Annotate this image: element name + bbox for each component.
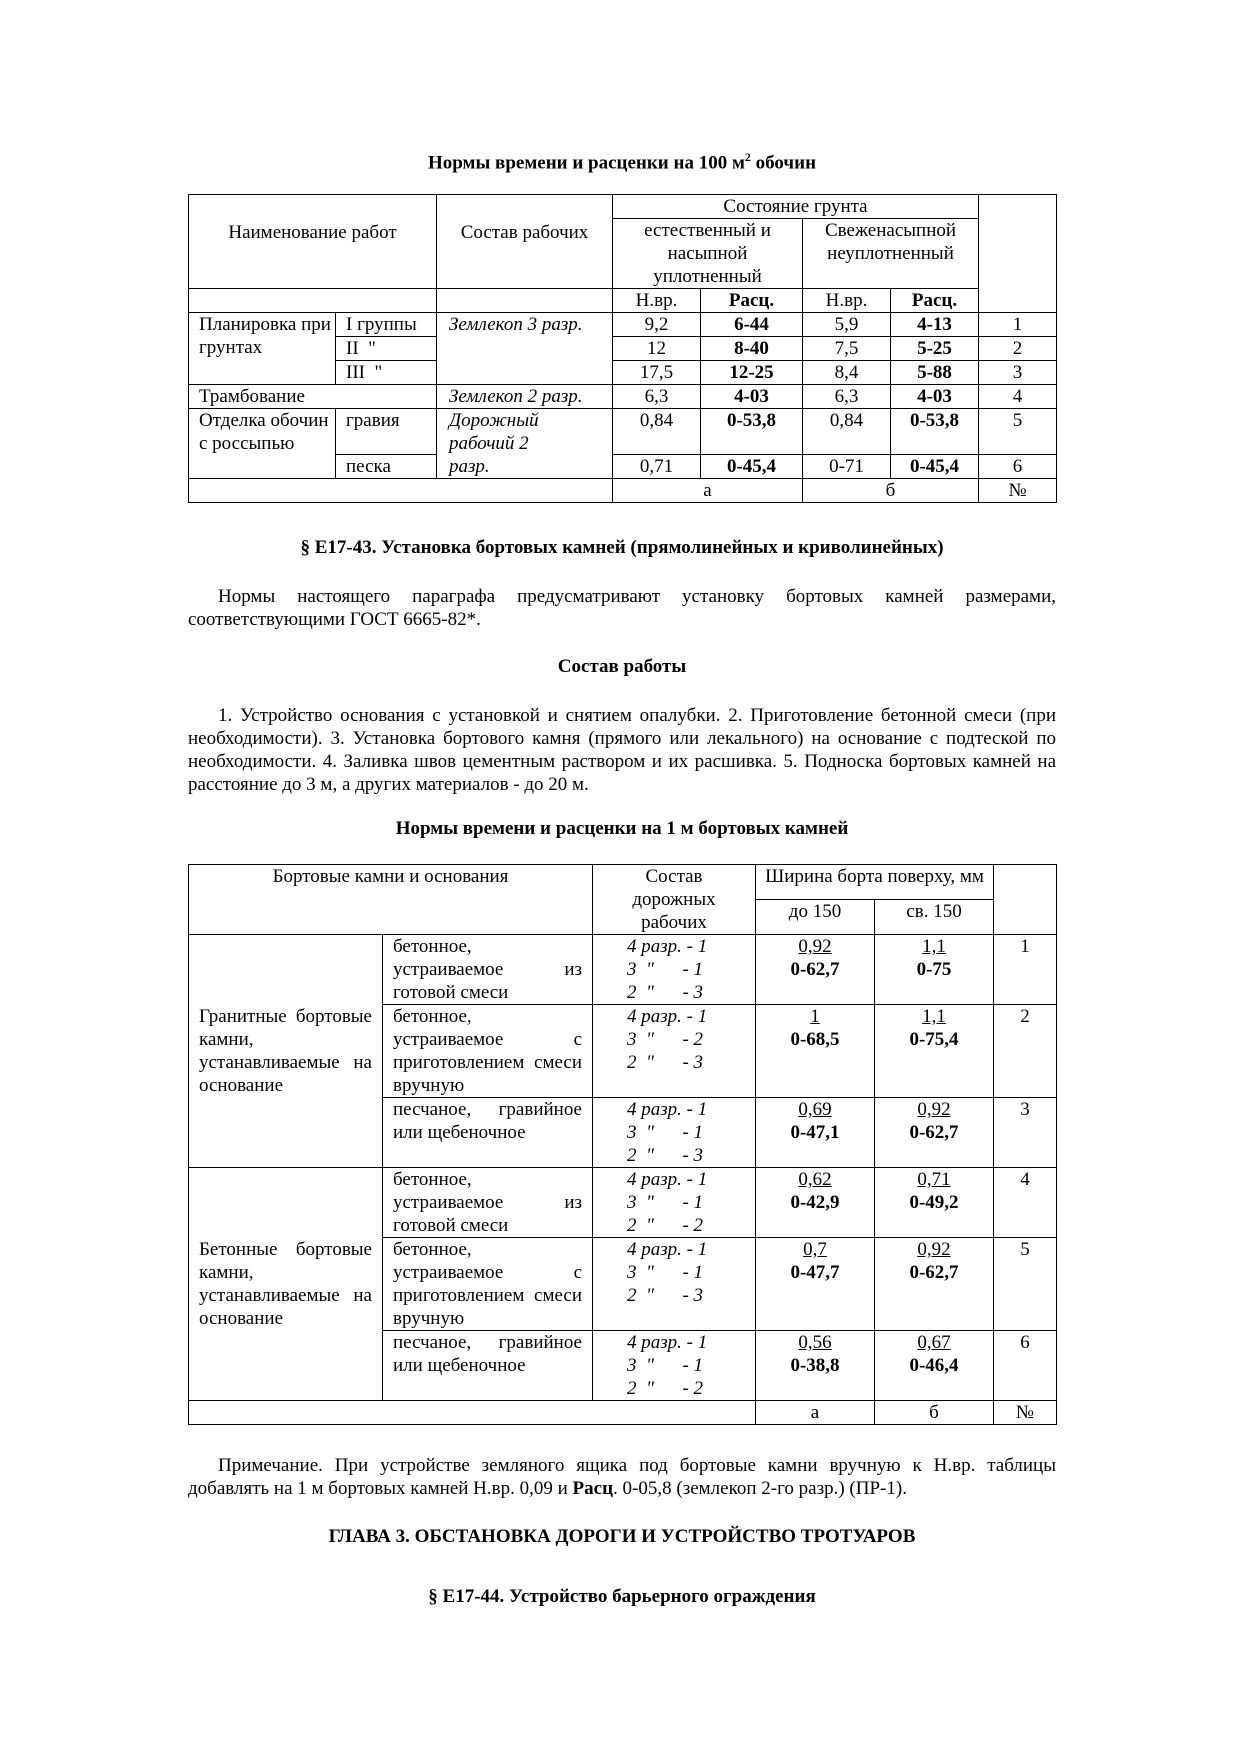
t2-r4-num: 4 [994,1168,1057,1238]
t2-r2-num: 2 [994,1005,1057,1098]
t2-r2-crew-3: 2 " - 3 [627,1052,704,1073]
t2-granite-label: Гранитные бортовые камни, устанавливаемые на основание [189,935,383,1168]
t1-r1-rasc-b: 4-13 [891,313,979,337]
t2-r2-rasc1: 0-68,5 [790,1029,840,1050]
t2-h-stones: Бортовые камни и основания [189,865,593,935]
t2-r1-crew-3: 2 " - 3 [627,982,704,1003]
t2-r4-w1 [756,1168,875,1238]
work-composition-title: Состав работы [557,656,687,677]
t1-r6-nvr-a: 0,71 [613,455,701,479]
t2-r1-nvr2: 1,1 [922,936,946,957]
t1-r2-rasc-b: 5-25 [891,337,979,361]
t2-r3-crew [593,1098,756,1168]
t1-h-fresh: Свеженасыпной неуплотненный [803,219,979,289]
t2-footer-b: б [875,1401,994,1425]
t2-r3-rasc1: 0-47,1 [790,1122,840,1143]
t2-r4-w2 [875,1168,994,1238]
t2-r6-rasc1: 0-38,8 [790,1355,840,1376]
t2-r1-w2 [875,935,994,1005]
t2-r1-num: 1 [994,935,1057,1005]
section-e17-43-para: Нормы настоящего параграфа предусматривают установку бортовых камней размерами, соответствующими ГОСТ 6665-82*. [188,586,1056,630]
t2-r5-nvr2: 0,92 [917,1239,951,1260]
t2-r2-nvr1: 1 [810,1006,820,1027]
t2-r3-w1 [756,1098,875,1168]
t2-r4-crew [593,1168,756,1238]
table2-note [188,1454,1056,1500]
table1-footer-row [189,479,1057,503]
t2-base-hand-2: бетонное, устраиваемое с приготовлением смеси вручную [383,1238,593,1331]
t1-footer-b: б [803,479,979,503]
t1-r6-rasc-a: 0-45,4 [701,455,803,479]
t2-footer-num: № [994,1401,1057,1425]
t2-r2-rasc2: 0-75,4 [909,1029,959,1050]
note-text: Примечание. При устройстве земляного ящика под бортовые камни вручную к Н.вр. таблицы добавлять на 1 м бортовых камней Н.вр. 0,09 и [188,1455,1056,1499]
t1-r2-nvr-a: 12 [613,337,701,361]
work-composition-text: 1. Устройство основания с установкой и снятием опалубки. 2. Приготовление бетонной смеси (при необходимости). 3. Установка бортового камня (прямого или лекального) на основание с подтеской по необходимости. 4. Заливка швов цементным раствором и их расшивка. 5. Подноска бортовых камней на расстояние до 3 м, а других материалов - до 20 м. [188,705,1056,795]
table1-title-text: Нормы времени и расценки на 100 м [427,152,745,174]
t2-base-hand-1: бетонное, устраиваемое с приготовлением смеси вручную [383,1005,593,1098]
t2-r5-crew-3: 2 " - 3 [627,1285,704,1306]
table1-header-row [189,195,1057,219]
table-row [189,385,1057,409]
t2-r4-nvr2: 0,71 [917,1169,951,1190]
t2-r6-crew-3: 2 " - 2 [627,1378,704,1399]
t1-r2-num: 2 [979,337,1057,361]
t2-r6-num: 6 [994,1331,1057,1401]
t1-h-nvr-b: Н.вр. [803,289,891,313]
table1-title-tail: обочин [750,152,817,174]
t1-crew3: Дорожный рабочий 2 разр. [437,409,613,479]
t2-r4-nvr1: 0,62 [798,1169,832,1190]
t1-group2: II " [336,337,437,361]
t1-r4-nvr-a: 6,3 [613,385,701,409]
table-row [189,1168,1057,1238]
t2-r3-crew-3: 2 " - 3 [627,1145,704,1166]
t2-h-crew: Состав дорожных рабочих [593,865,756,935]
table-row [189,313,1057,337]
chapter3-title: ГЛАВА 3. ОБСТАНОВКА ДОРОГИ И УСТРОЙСТВО ТРОТУАРОВ [328,1526,916,1547]
t2-r6-crew-2: 3 " - 1 [627,1355,704,1376]
t2-r1-w1 [756,935,875,1005]
t2-r6-w1 [756,1331,875,1401]
t2-h-w2: св. 150 [875,900,994,935]
t1-h-nvr-a: Н.вр. [613,289,701,313]
t1-r3-rasc-b: 5-88 [891,361,979,385]
t1-footer-a: а [613,479,803,503]
t1-gravel: гравия [336,409,437,455]
t2-r3-nvr2: 0,92 [917,1099,951,1120]
t2-r3-crew-1: 4 разр. - 1 [627,1099,708,1120]
t2-h-empty [994,865,1057,935]
t2-r2-w2 [875,1005,994,1098]
t2-r4-crew-3: 2 " - 2 [627,1215,704,1236]
t1-r3-nvr-b: 8,4 [803,361,891,385]
t2-r6-crew [593,1331,756,1401]
t1-r4-nvr-b: 6,3 [803,385,891,409]
t2-r5-rasc2: 0-62,7 [909,1262,959,1283]
t1-r5-rasc-a: 0-53,8 [701,409,803,455]
t2-r4-crew-2: 3 " - 1 [627,1192,704,1213]
t2-r4-rasc2: 0-49,2 [909,1192,959,1213]
t2-r1-crew-2: 3 " - 1 [627,959,704,980]
t2-r1-rasc2: 0-75 [916,959,952,980]
t1-r5-nvr-b: 0,84 [803,409,891,455]
t1-r1-num: 1 [979,313,1057,337]
t2-base-ready-2: бетонное, устраиваемое из готовой смеси [383,1168,593,1238]
t1-r6-rasc-b: 0-45,4 [891,455,979,479]
table2-footer-row [189,1401,1057,1425]
t1-planning-label: Планировка при грунтах [189,313,336,385]
table2-title: Нормы времени и расценки на 1 м бортовых камней [395,818,849,839]
t1-r3-rasc-a: 12-25 [701,361,803,385]
t2-r6-nvr1: 0,56 [798,1332,832,1353]
t2-h-w1: до 150 [756,900,875,935]
t2-r3-rasc2: 0-62,7 [909,1122,959,1143]
t2-r5-crew-2: 3 " - 1 [627,1262,704,1283]
t1-crew1: Землекоп 3 разр. [437,313,613,385]
t2-r1-crew-1: 4 разр. - 1 [627,936,708,957]
t1-r1-rasc-a: 6-44 [701,313,803,337]
t2-footer-a: а [756,1401,875,1425]
t2-r3-nvr1: 0,69 [798,1099,832,1120]
t1-h-soil: Состояние грунта [613,195,979,219]
t2-h-width: Ширина борта поверху, мм [756,865,994,900]
t1-h-empty [979,195,1057,313]
t2-r6-crew-1: 4 разр. - 1 [627,1332,708,1353]
t2-base-sand-2: песчаное, гравийное или щебеночное [383,1331,593,1401]
t1-r6-num: 6 [979,455,1057,479]
t1-r1-nvr-b: 5,9 [803,313,891,337]
t2-r5-num: 5 [994,1238,1057,1331]
t2-base-ready-1: бетонное, устраиваемое из готовой смеси [383,935,593,1005]
table1 [188,194,1057,503]
t1-r2-nvr-b: 7,5 [803,337,891,361]
t1-group1: I группы [336,313,437,337]
t2-r2-crew-1: 4 разр. - 1 [627,1006,708,1027]
table2 [188,864,1057,1425]
t1-footer-num: № [979,479,1057,503]
t2-r2-crew [593,1005,756,1098]
t2-concrete-label: Бетонные бортовые камни, устанавливаемые на основание [189,1168,383,1401]
t2-r6-nvr2: 0,67 [917,1332,951,1353]
t1-r4-rasc-b: 4-03 [891,385,979,409]
section-e17-43-title: § Е17-43. Установка бортовых камней (прямолинейных и криволинейных) [300,537,944,558]
t2-r3-num: 3 [994,1098,1057,1168]
t2-r5-crew-1: 4 разр. - 1 [627,1239,708,1260]
table1-title [188,150,1056,174]
section-e17-44-title: § Е17-44. Устройство барьерного ограждения [428,1586,816,1607]
t2-r3-w2 [875,1098,994,1168]
t2-r2-w1 [756,1005,875,1098]
t1-otd-label: Отделка обочин с россыпью [189,409,336,479]
t1-r4-num: 4 [979,385,1057,409]
t1-r1-nvr-a: 9,2 [613,313,701,337]
table-row [189,935,1057,1005]
t1-group3: III " [336,361,437,385]
t2-r6-w2 [875,1331,994,1401]
t2-r4-crew-1: 4 разр. - 1 [627,1169,708,1190]
t1-h-rasc-a: Расц. [701,289,803,313]
t2-base-sand-1: песчаное, гравийное или щебеночное [383,1098,593,1168]
t1-sand: песка [336,455,437,479]
t2-r4-rasc1: 0-42,9 [790,1192,840,1213]
table1-subheader-row [189,289,1057,313]
t1-tramb-label: Трамбование [189,385,437,409]
t1-r5-nvr-a: 0,84 [613,409,701,455]
t2-r1-rasc1: 0-62,7 [790,959,840,980]
t2-r6-rasc2: 0-46,4 [909,1355,959,1376]
t2-r5-w1 [756,1238,875,1331]
t2-r5-w2 [875,1238,994,1331]
t1-r5-rasc-b: 0-53,8 [891,409,979,455]
note-bold: Расц [572,1478,614,1499]
t1-h-crew: Состав рабочих [437,195,613,289]
t2-r2-crew-2: 3 " - 2 [627,1029,704,1050]
t1-r5-num: 5 [979,409,1057,455]
t2-r3-crew-2: 3 " - 1 [627,1122,704,1143]
t1-r3-nvr-a: 17,5 [613,361,701,385]
t2-r2-nvr2: 1,1 [922,1006,946,1027]
t1-r2-rasc-a: 8-40 [701,337,803,361]
t1-h-name: Наименование работ [189,195,437,289]
note-tail: . 0-05,8 (землекоп 2-го разр.) (ПР-1). [613,1478,907,1499]
t1-r3-num: 3 [979,361,1057,385]
t1-h-natural: естественный и насыпной уплотненный [613,219,803,289]
t2-r5-nvr1: 0,7 [803,1239,827,1260]
table-row [189,409,1057,455]
t1-r4-rasc-a: 4-03 [701,385,803,409]
t2-r1-crew [593,935,756,1005]
t2-r5-rasc1: 0-47,7 [790,1262,840,1283]
table1-title-sup: 2 [744,150,751,164]
t2-r1-nvr1: 0,92 [798,936,832,957]
t2-r5-crew [593,1238,756,1331]
t1-crew2: Землекоп 2 разр. [437,385,613,409]
table2-header-row [189,865,1057,900]
t1-h-rasc-b: Расц. [891,289,979,313]
t1-r6-nvr-b: 0-71 [803,455,891,479]
